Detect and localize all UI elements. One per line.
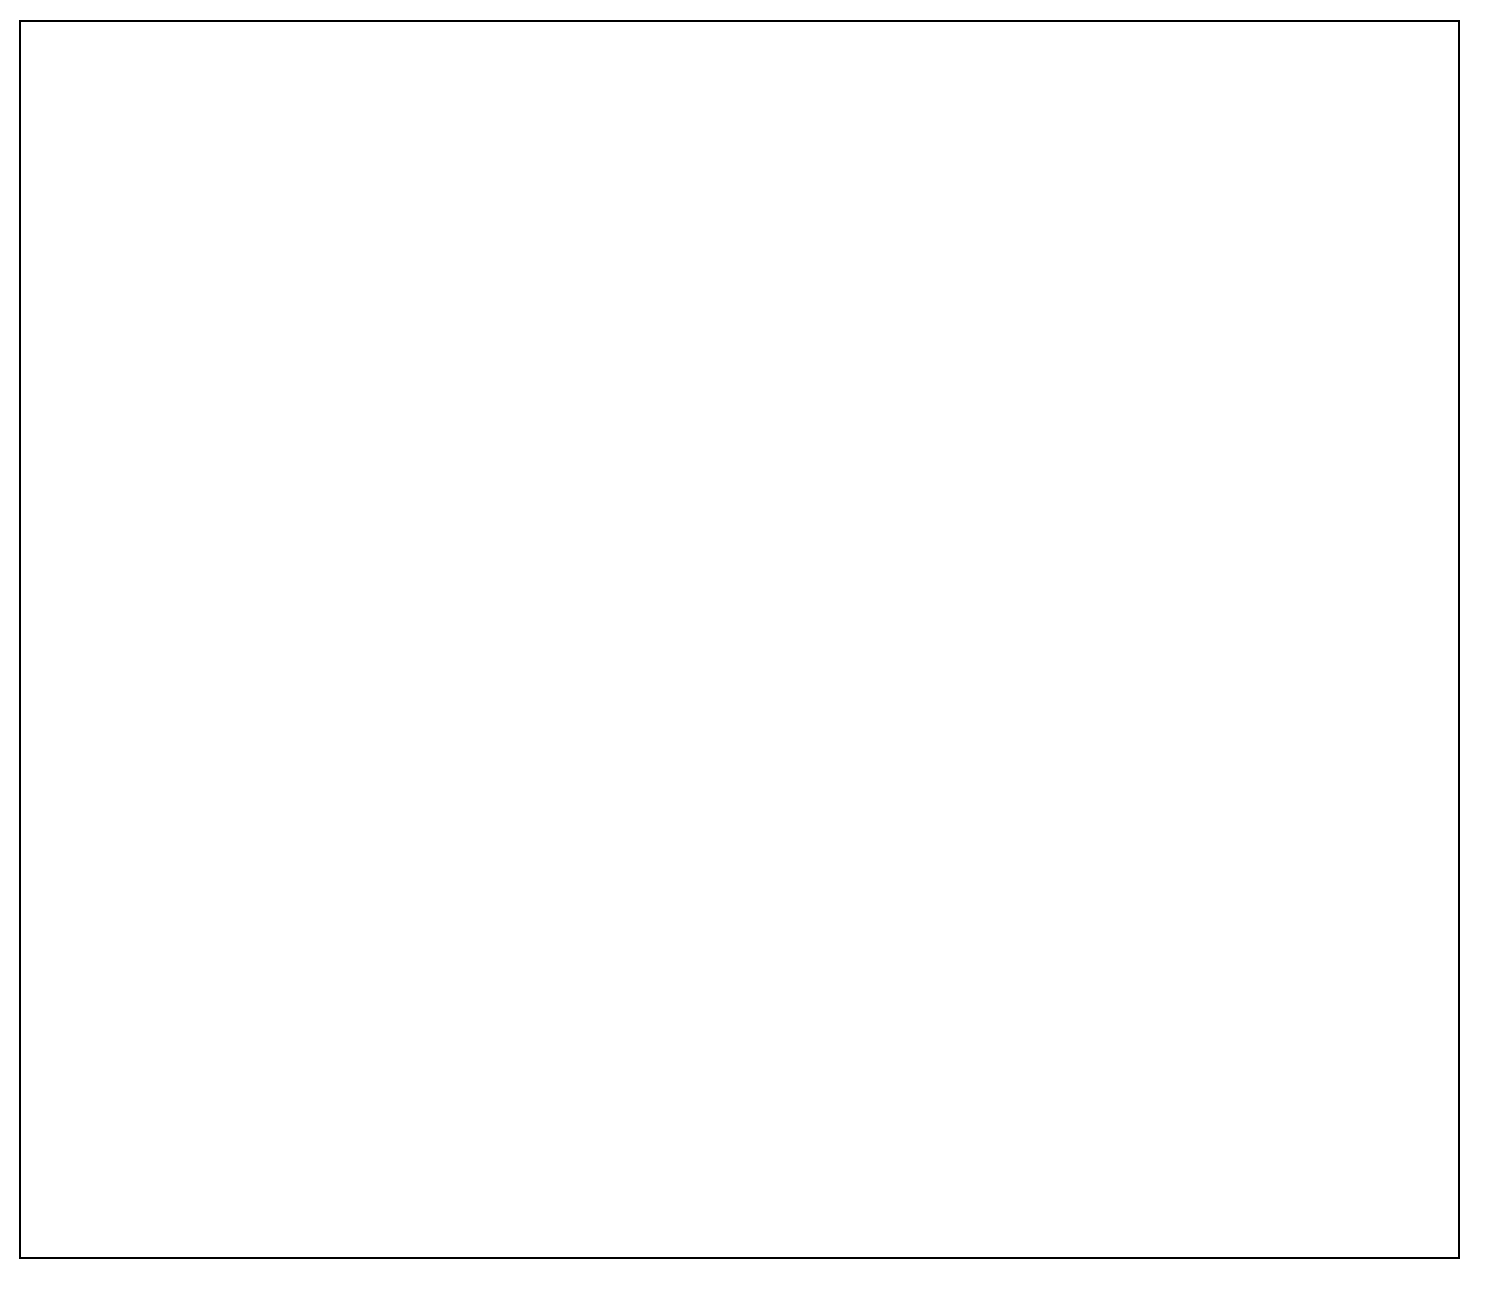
service-hints-frame — [19, 20, 1460, 1259]
